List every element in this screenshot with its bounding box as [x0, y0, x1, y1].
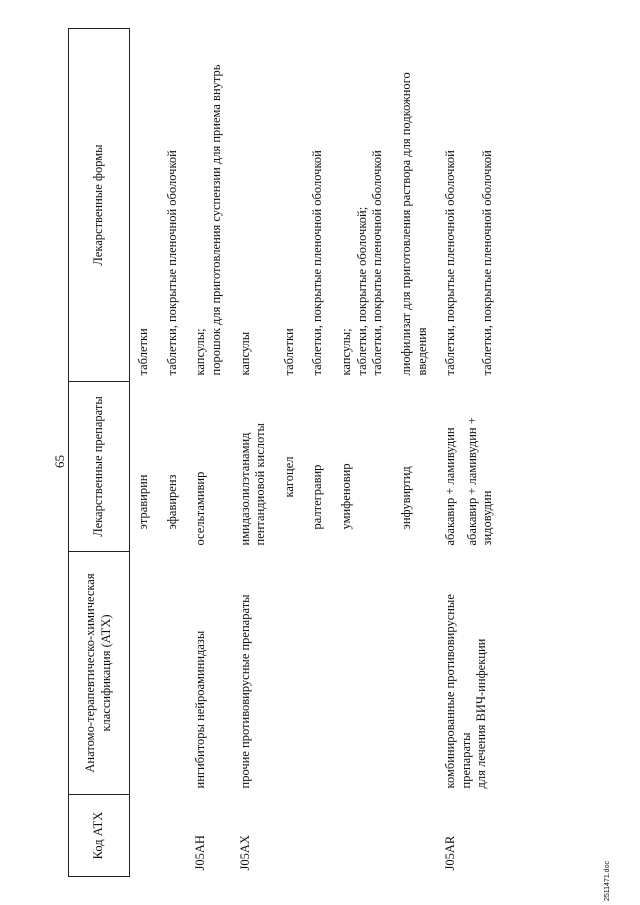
- table-row: [297, 29, 326, 877]
- cell-code: J05AR: [443, 835, 458, 871]
- form-line: лиофилизат для приготовления раствора для подкожного введения: [398, 72, 429, 376]
- header-drugs: Лекарственные препараты: [69, 382, 130, 552]
- cell-code: J05AH: [193, 835, 208, 871]
- cell-atc: [386, 552, 430, 795]
- cell-drug: эфавиренз: [164, 474, 179, 530]
- form-line: таблетки, покрытые оболочкой;: [354, 206, 369, 376]
- cell-forms: [152, 29, 181, 382]
- table-row: [180, 29, 224, 877]
- table-row: [326, 29, 386, 877]
- document-filename: 2511471.doc: [604, 861, 611, 901]
- form-line: капсулы: [237, 331, 252, 376]
- atc-line: препараты: [458, 732, 473, 789]
- cell-code: [152, 795, 181, 877]
- cell-drug: кагоцел: [281, 456, 296, 498]
- table-row: [269, 29, 298, 877]
- header-forms: Лекарственные формы: [69, 29, 130, 382]
- form-line: капсулы;: [193, 328, 208, 376]
- form-line: таблетки, покрытые пленочной оболочкой: [479, 150, 494, 376]
- cell-atc: [326, 552, 386, 795]
- drug-line: абакавир + ламивудин + зидовудин: [464, 417, 495, 546]
- cell-code: [386, 795, 430, 877]
- cell-atc: ингибиторы нейроаминидазы: [193, 630, 208, 789]
- cell-forms: [386, 29, 430, 382]
- table-row: [430, 29, 496, 877]
- cell-atc: [269, 552, 298, 795]
- table-row: [386, 29, 430, 877]
- cell-drug: [430, 382, 496, 552]
- cell-code: [269, 795, 298, 877]
- form-line: таблетки, покрытые пленочной оболочкой: [310, 150, 325, 376]
- form-line: таблетки: [136, 328, 150, 376]
- cell-forms: [269, 29, 298, 382]
- form-line: таблетки, покрытые пленочной оболочкой: [443, 150, 458, 376]
- table-row: [152, 29, 181, 877]
- table-row: [225, 29, 269, 877]
- table-row: [130, 29, 152, 877]
- cell-atc: [297, 552, 326, 795]
- cell-forms: [326, 29, 386, 382]
- form-line: таблетки, покрытые пленочной оболочкой: [370, 150, 385, 376]
- cell-atc: [130, 552, 152, 795]
- page-number: 65: [52, 455, 67, 468]
- cell-code: [326, 795, 386, 877]
- cell-drug: умифеновир: [339, 463, 353, 530]
- cell-forms: [130, 29, 152, 382]
- cell-drug: энфувиртид: [398, 466, 413, 530]
- cell-atc: прочие противовирусные препараты: [237, 594, 252, 789]
- cell-forms: [180, 29, 224, 382]
- cell-drug: ралтегравир: [310, 464, 325, 530]
- atc-line: для лечения ВИЧ-инфекции: [474, 638, 489, 789]
- form-line: таблетки: [281, 328, 296, 376]
- cell-drug: этравирин: [136, 474, 150, 530]
- cell-code: [130, 795, 152, 877]
- medicines-table: [68, 28, 496, 877]
- cell-drug: осельтамивир: [193, 471, 208, 546]
- form-line: капсулы;: [339, 328, 353, 376]
- cell-atc: [430, 552, 496, 795]
- atc-line: комбинированные противовирусные: [443, 594, 458, 789]
- cell-forms: [297, 29, 326, 382]
- header-atc: Анатомо-терапевтическо-химическая классификация (АТХ): [69, 552, 130, 795]
- form-line: таблетки, покрытые пленочной оболочкой: [164, 150, 179, 376]
- header-code: Код АТХ: [69, 795, 130, 877]
- cell-forms: [430, 29, 496, 382]
- drug-line: абакавир + ламивудин: [443, 427, 458, 546]
- cell-atc: [152, 552, 181, 795]
- table-header-row: [69, 29, 130, 877]
- form-line: порошок для приготовления суспензии для приема внутрь: [208, 64, 223, 376]
- cell-forms: [225, 29, 269, 382]
- cell-code: [297, 795, 326, 877]
- cell-code: J05AX: [237, 835, 252, 871]
- cell-drug: имидазолилэтанамид пентандиовой кислоты: [237, 423, 268, 546]
